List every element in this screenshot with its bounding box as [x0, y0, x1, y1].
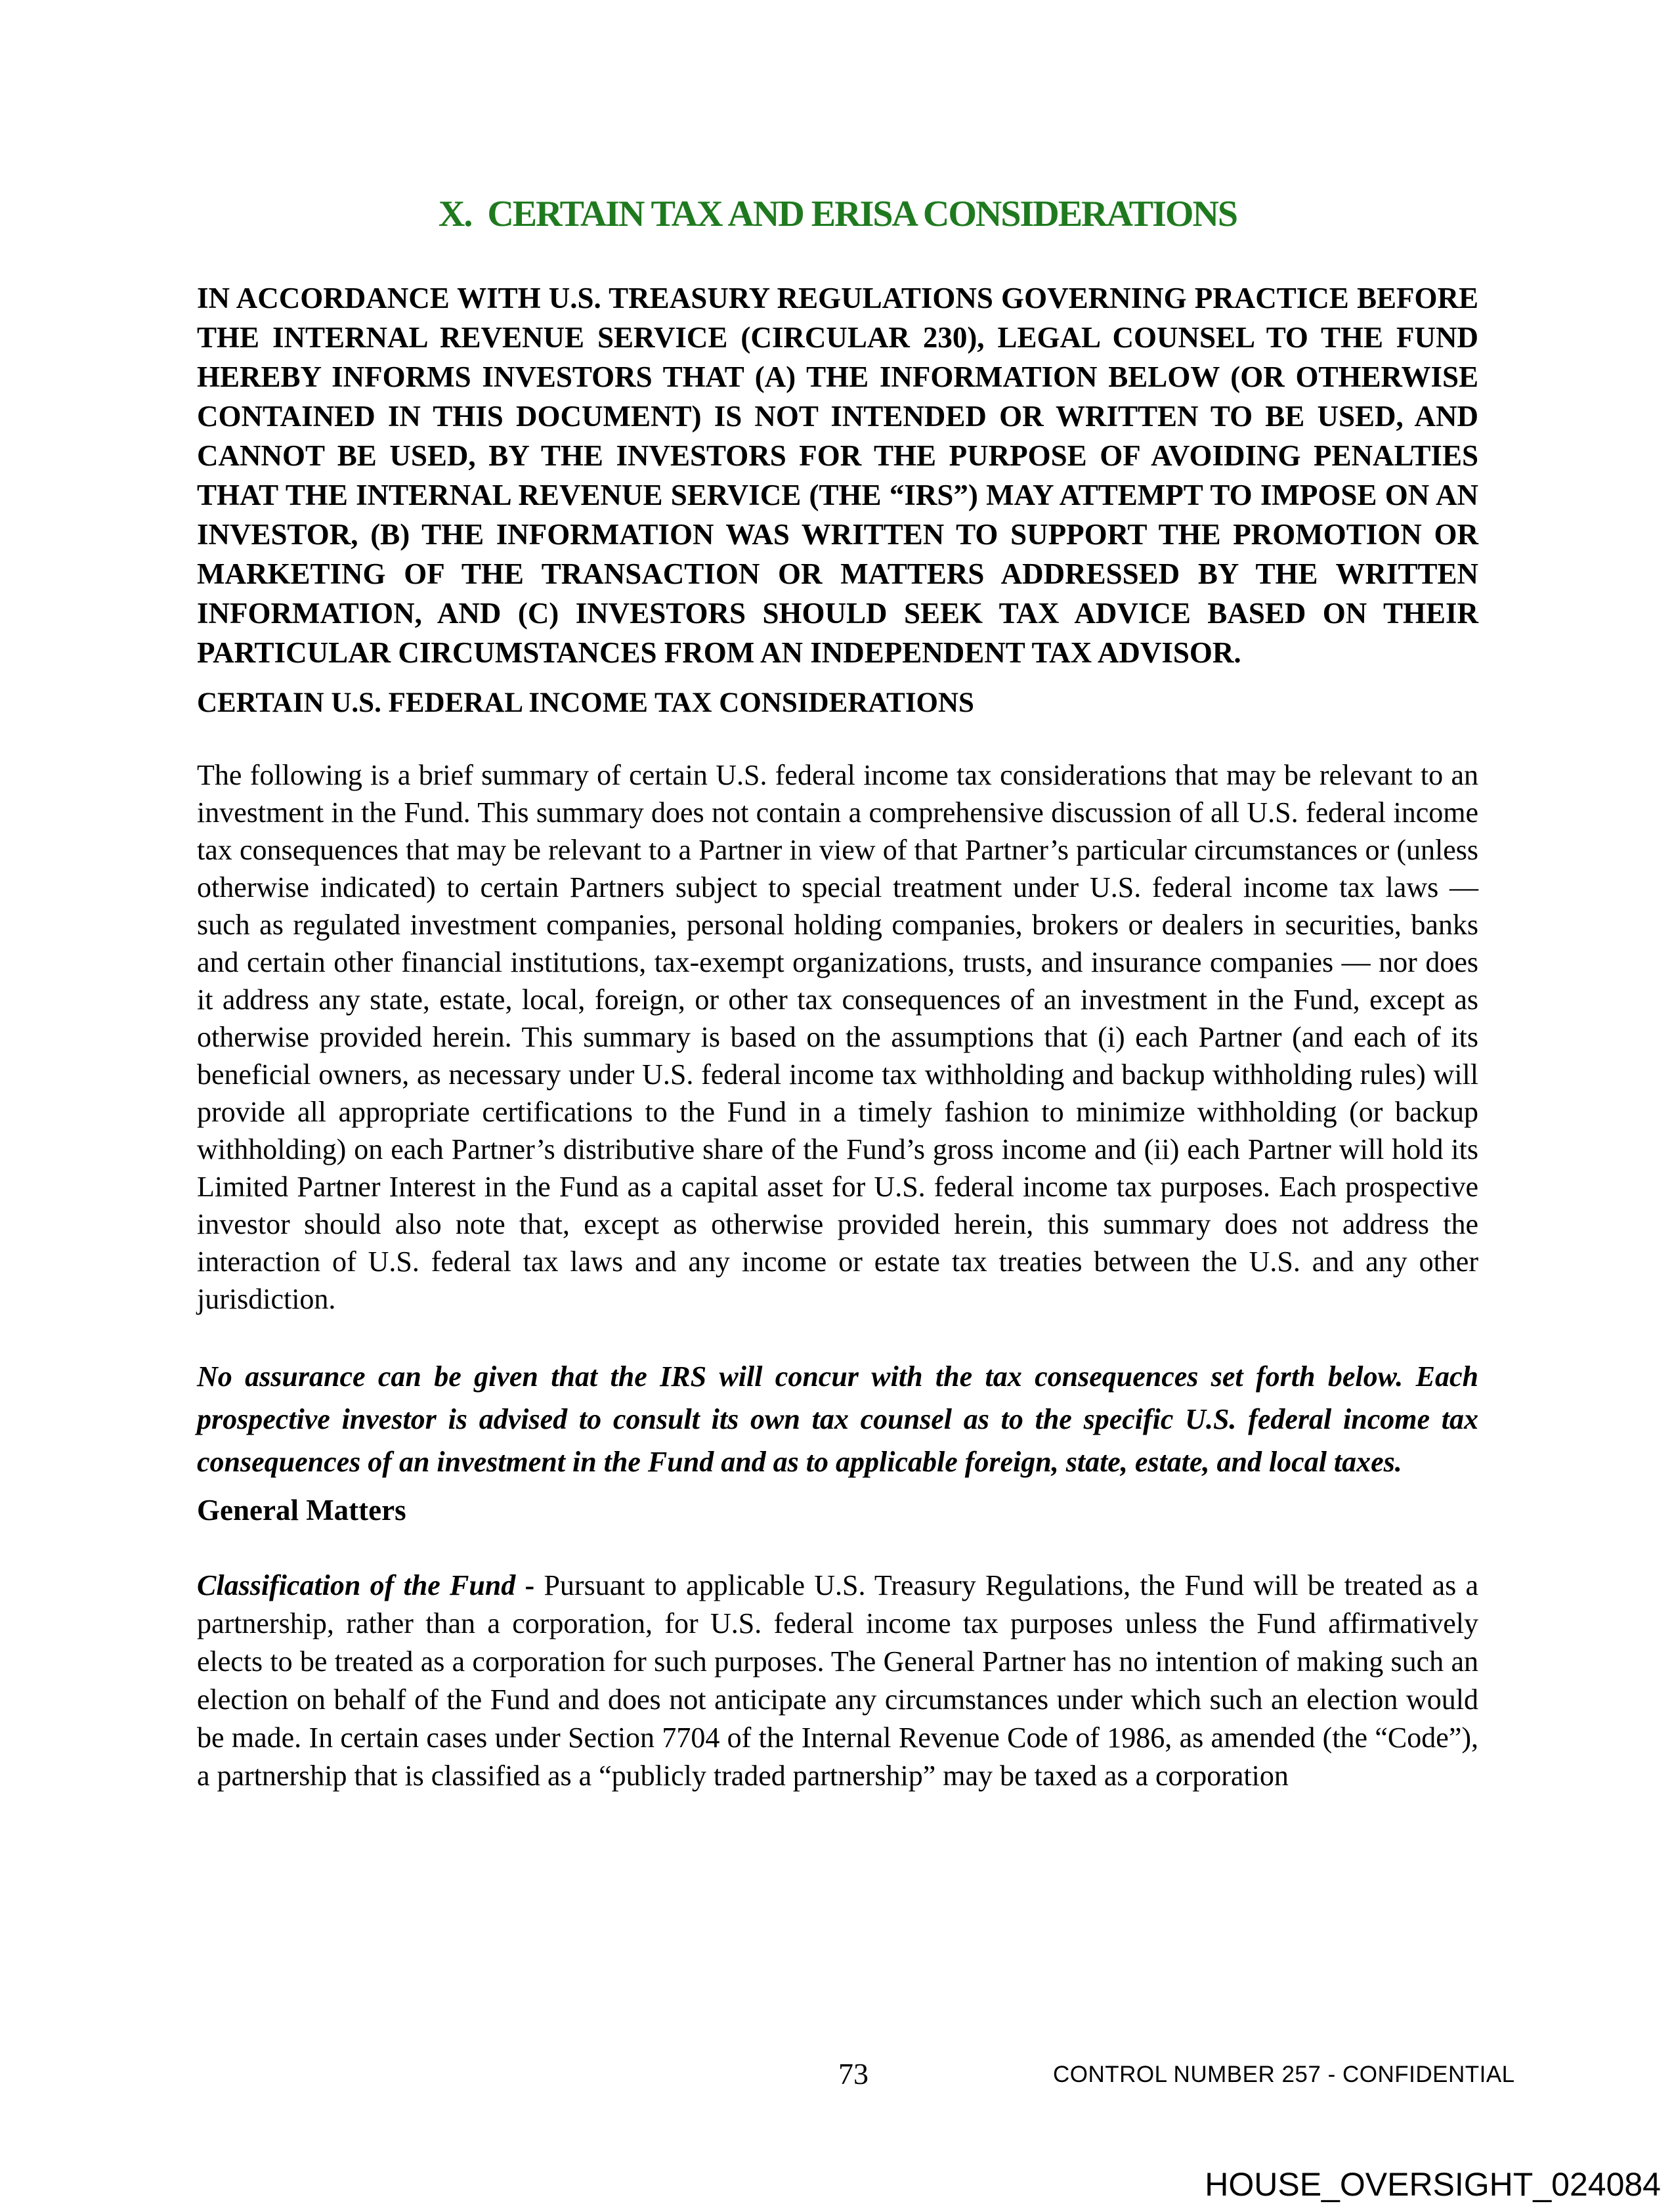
- tax-summary-paragraph: The following is a brief summary of certain U.S. federal income tax considerations that may be relevant to an investment in the Fund. This summary does not contain a comprehensive discussion of all U.S. federal income tax consequences that may be relevant to a Partner in view of that Partner’s particular circumstances or (unless otherwise indicated) to certain Partners subject to special treatment under U.S. federal income tax laws — such as regulated investment companies, personal holding companies, brokers or dealers in securities, banks and certain other financial institutions, tax-exempt organizations, trusts, and insurance companies — nor does it address any state, estate, local, foreign, or other tax consequences of an investment in the Fund, except as otherwise provided herein. This summary is based on the assumptions that (i) each Partner (and each of its beneficial owners, as necessary under U.S. federal income tax withholding and backup withholding rules) will provide all appropriate certifications to the Fund in a timely fashion to minimize withholding (or backup withholding) on each Partner’s distributive share of the Fund’s gross income and (ii) each Partner will hold its Limited Partner Interest in the Fund as a capital asset for U.S. federal income tax purposes. Each prospective investor should also note that, except as otherwise provided herein, this summary does not address the interaction of U.S. federal tax laws and any income or estate tax treaties between the U.S. and any other jurisdiction.: [197, 759, 1478, 1315]
- page-number: 73: [838, 2057, 869, 2091]
- classification-paragraph: [197, 1567, 1478, 1795]
- control-number-label: CONTROL NUMBER 257 - CONFIDENTIAL: [1053, 2062, 1515, 2087]
- irs-circular-230-notice: IN ACCORDANCE WITH U.S. TREASURY REGULATIONS GOVERNING PRACTICE BEFORE THE INTERNAL REVENUE SERVICE (CIRCULAR 230), LEGAL COUNSEL TO THE FUND HEREBY INFORMS INVESTORS THAT (A) THE INFORMATION BELOW (OR OTHERWISE CONTAINED IN THIS DOCUMENT) IS NOT INTENDED OR WRITTEN TO BE USED, AND CANNOT BE USED, BY THE INVESTORS FOR THE PURPOSE OF AVOIDING PENALTIES THAT THE INTERNAL REVENUE SERVICE (THE “IRS”) MAY ATTEMPT TO IMPOSE ON AN INVESTOR, (B) THE INFORMATION WAS WRITTEN TO SUPPORT THE PROMOTION OR MARKETING OF THE TRANSACTION OR MATTERS ADDRESSED BY THE WRITTEN INFORMATION, AND (C) INVESTORS SHOULD SEEK TAX ADVICE BASED ON THEIR PARTICULAR CIRCUMSTANCES FROM AN INDEPENDENT TAX ADVISOR.: [197, 282, 1478, 669]
- classification-text: Pursuant to applicable U.S. Treasury Regulations, the Fund will be treated as a partnership, rather than a corporation, for U.S. federal income tax purposes unless the Fund affirmatively elects to be treated as a corporation for such purposes. The General Partner has no intention of making such an election on behalf of the Fund and does not anticipate any circumstances under which such an election would be made. In certain cases under Section 7704 of the Internal Revenue Code of 1986, as amended (the “Code”), a partnership that is classified as a “publicly traded partnership” may be taxed as a corporation: [197, 1569, 1479, 1792]
- classification-lead: Classification of the Fund: [197, 1569, 516, 1601]
- page-title: X. CERTAIN TAX AND ERISA CONSIDERATIONS: [438, 194, 1237, 234]
- general-matters-heading: General Matters: [197, 1494, 406, 1527]
- no-assurance-paragraph: No assurance can be given that the IRS will concur with the tax consequences set forth below. Each prospective investor is advised to consult its own tax counsel as to the specific U.S. federal income tax consequences of an investment in the Fund and as to applicable foreign, state, estate, and local taxes.: [197, 1360, 1478, 1478]
- section-heading-federal-income-tax: CERTAIN U.S. FEDERAL INCOME TAX CONSIDERATIONS: [197, 687, 974, 718]
- document-content: [197, 0, 1478, 1795]
- classification-dash: -: [515, 1569, 544, 1601]
- bates-number: HOUSE_OVERSIGHT_024084: [1205, 2166, 1661, 2203]
